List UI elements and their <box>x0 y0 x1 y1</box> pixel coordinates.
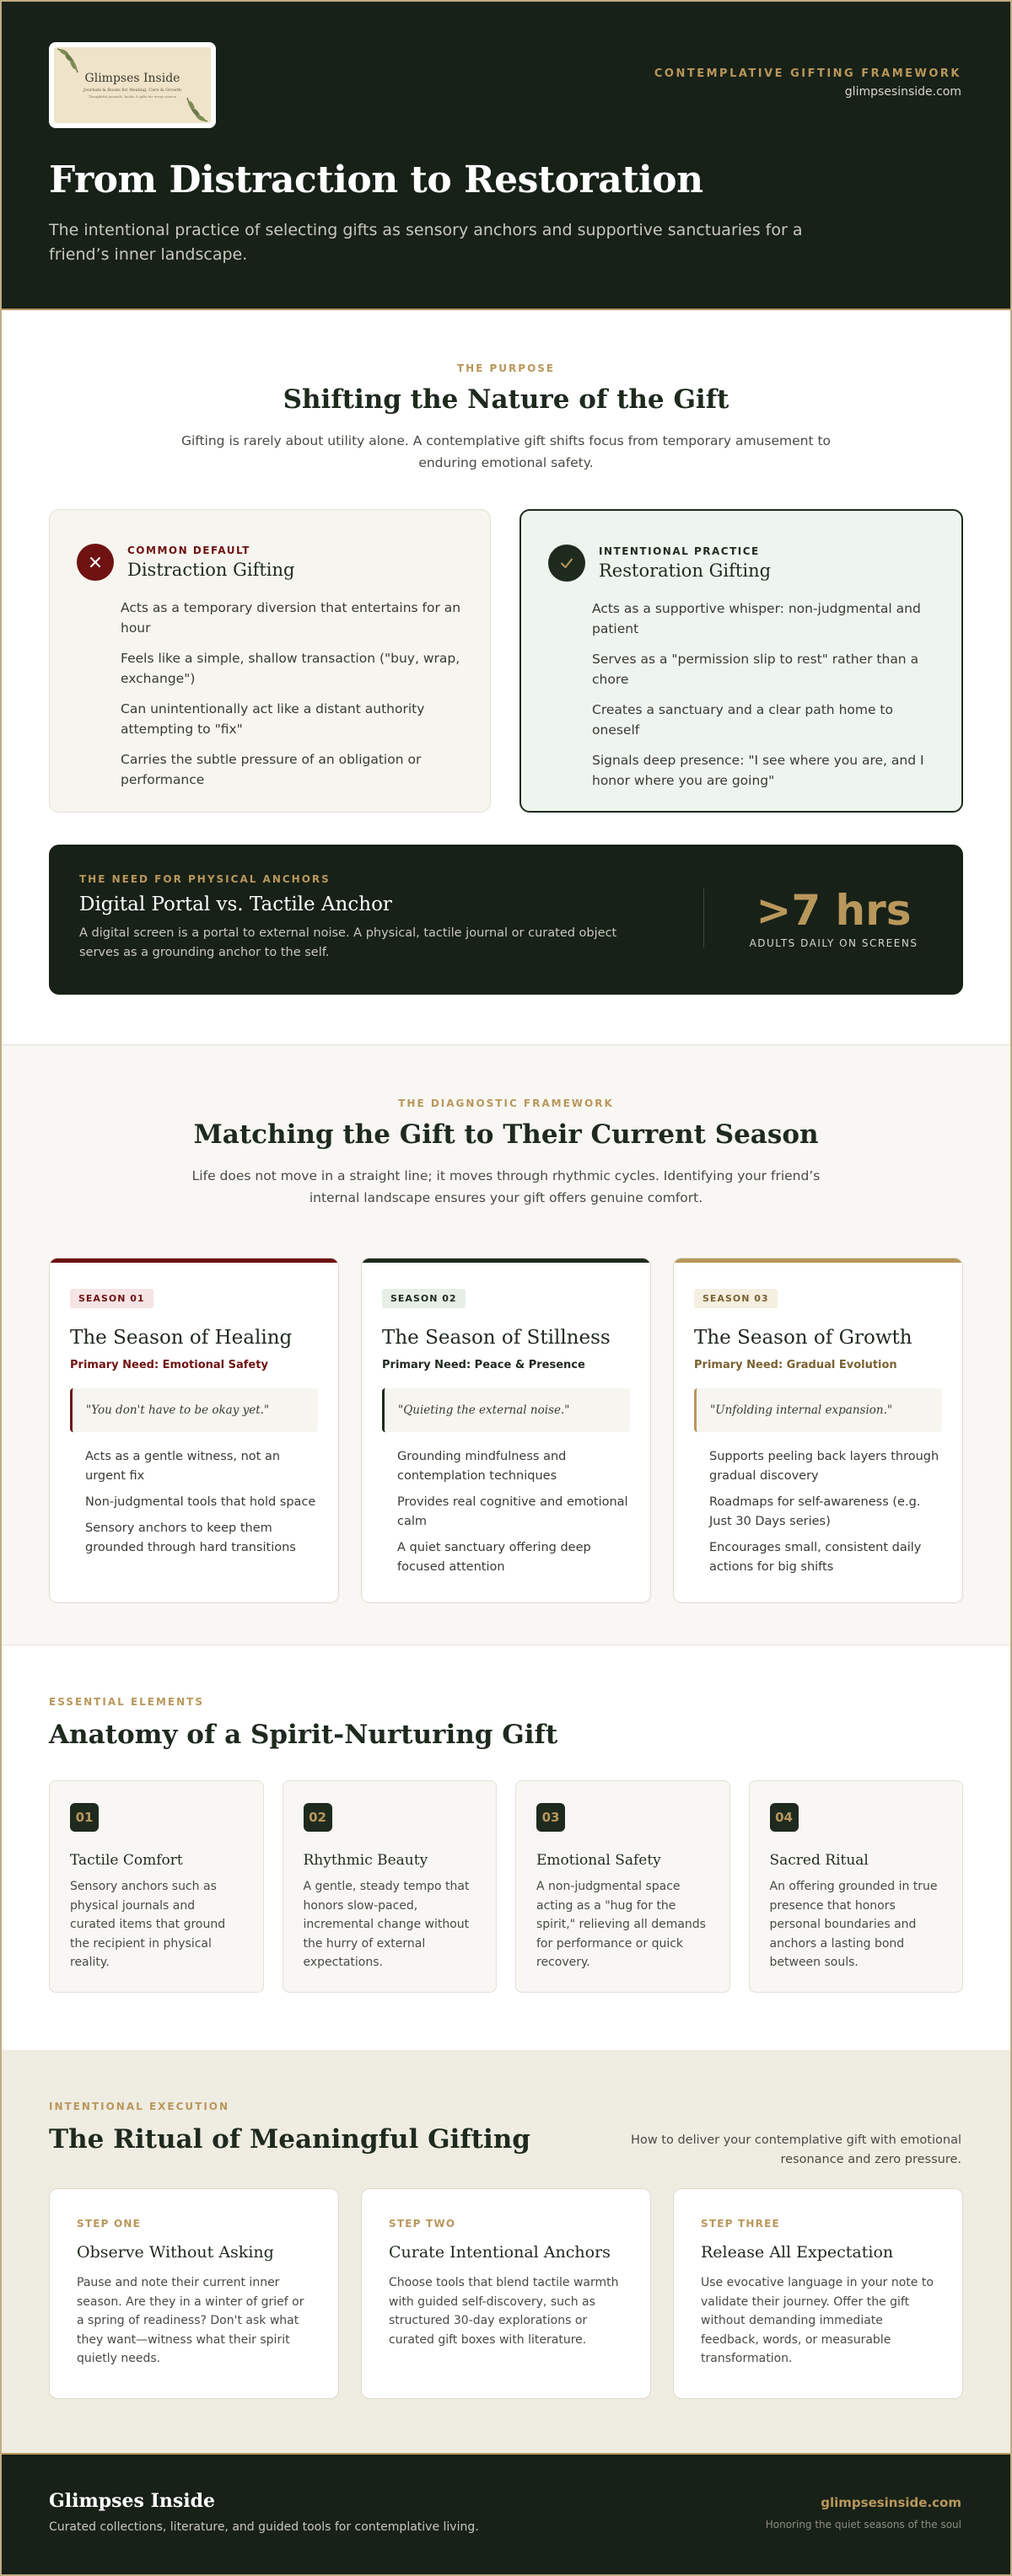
element-description: Sensory anchors such as physical journals and curated items that ground the recipient in physical reality. <box>70 1880 226 1969</box>
element-description: A gentle, steady tempo that honors slow-paced, incremental change without the hurry of external expectations. <box>303 1880 470 1969</box>
card-list <box>77 598 463 790</box>
page-title: From Distraction to Restoration <box>49 158 703 201</box>
banner-title: Digital Portal vs. Tactile Anchor <box>79 894 392 915</box>
element-card <box>749 1780 964 1993</box>
framework-label: CONTEMPLATIVE GIFTING FRAMEWORK <box>654 67 961 80</box>
card-label: COMMON DEFAULT <box>127 545 250 556</box>
footer-note: Honoring the quiet seasons of the soul <box>765 2519 961 2530</box>
section-eyebrow: ESSENTIAL ELEMENTS <box>49 1696 204 1708</box>
element-number: 03 <box>536 1803 565 1832</box>
element-card <box>515 1780 730 1993</box>
screen-time-stat <box>703 888 933 947</box>
element-description: A non-judgmental space acting as a "hug for the spirit," relieving all demands for performance or quick recovery. <box>536 1880 706 1969</box>
logo-title: Glimpses Inside <box>84 72 180 85</box>
element-card <box>283 1780 498 1993</box>
logo-image <box>54 47 211 123</box>
section-description: Gifting is rarely about utility alone. A contemplative gift shifts focus from temporary amusement to enduring emotional safety. <box>180 433 832 470</box>
card-label: INTENTIONAL PRACTICE <box>599 545 760 557</box>
purpose-section <box>2 310 1010 1045</box>
list-item: Acts as a supportive whisper: non-judgmental and patient <box>592 601 921 636</box>
comparison-cards <box>49 509 963 813</box>
list-item: Roadmaps for self-awareness (e.g. Just 30 Days series) <box>709 1495 921 1528</box>
element-title: Rhythmic Beauty <box>303 1852 428 1869</box>
season-badge: SEASON 01 <box>70 1289 153 1308</box>
step-title: Curate Intentional Anchors <box>389 2243 611 2262</box>
step-description: Choose tools that blend tactile warmth with guided self-discovery, such as structured 30-day explorations or curated gift boxes with literature. <box>389 2276 619 2347</box>
list-item: Grounding mindfulness and contemplation techniques <box>397 1450 567 1483</box>
element-card <box>49 1780 264 1993</box>
brand-logo[interactable] <box>49 42 216 128</box>
card-accent-bar <box>362 1258 650 1263</box>
season-card <box>673 1258 963 1603</box>
list-item: Signals deep presence: "I see where you are, and I honor where you are going" <box>592 753 924 788</box>
step-label: STEP TWO <box>389 2218 456 2230</box>
element-title: Tactile Comfort <box>70 1852 183 1869</box>
list-item: Serves as a "permission slip to rest" rather than a chore <box>592 652 919 687</box>
season-card <box>49 1258 339 1603</box>
section-eyebrow: THE PURPOSE <box>456 362 556 374</box>
list-item: Sensory anchors to keep them grounded through hard transitions <box>85 1521 296 1554</box>
season-badge: SEASON 03 <box>694 1289 778 1308</box>
season-title: The Season of Stillness <box>382 1327 611 1349</box>
season-badge: SEASON 02 <box>382 1289 466 1308</box>
section-title: Matching the Gift to Their Current Season <box>193 1119 819 1150</box>
season-cards <box>49 1258 963 1603</box>
season-need: Primary Need: Emotional Safety <box>70 1359 268 1371</box>
season-quote: "Quieting the external noise." <box>382 1388 630 1432</box>
section-description: Life does not move in a straight line; it moves through rhythmic cycles. Identifying your friend’s internal landscape ensures your gift offers genuine comfort. <box>191 1168 821 1205</box>
list-item: Encourages small, consistent daily actions for big shifts <box>709 1541 922 1574</box>
check-icon <box>548 545 585 582</box>
season-quote: "You don't have to be okay yet." <box>70 1388 318 1432</box>
step-label: STEP THREE <box>701 2218 780 2230</box>
list-item: Acts as a temporary diversion that entertains for an hour <box>121 600 461 636</box>
season-need: Primary Need: Gradual Evolution <box>694 1359 897 1371</box>
list-item: Creates a sanctuary and a clear path home to oneself <box>592 702 893 738</box>
restoration-gifting-card <box>519 509 963 813</box>
section-title: Shifting the Nature of the Gift <box>283 384 729 415</box>
section-eyebrow: INTENTIONAL EXECUTION <box>49 2101 230 2112</box>
distraction-gifting-card <box>49 509 491 813</box>
hero-header <box>2 2 1010 310</box>
season-list <box>382 1447 630 1577</box>
season-title: The Season of Healing <box>70 1327 293 1349</box>
list-item: Provides real cognitive and emotional calm <box>397 1495 628 1528</box>
close-icon <box>77 544 114 581</box>
card-accent-bar <box>674 1258 962 1263</box>
banner-description: A digital screen is a portal to external noise. A physical, tactile journal or curated object serves as a grounding anchor to the self. <box>79 926 617 959</box>
stat-value: >7 hrs <box>756 886 912 935</box>
element-number: 02 <box>304 1803 332 1832</box>
element-number: 01 <box>70 1803 99 1832</box>
season-quote: "Unfolding internal expansion." <box>694 1388 942 1432</box>
step-card <box>673 2188 963 2399</box>
season-title: The Season of Growth <box>694 1327 912 1349</box>
list-item: A quiet sanctuary offering deep focused attention <box>397 1541 591 1574</box>
seasons-section <box>2 1045 1010 1645</box>
banner-eyebrow: THE NEED FOR PHYSICAL ANCHORS <box>79 873 331 885</box>
list-item: Acts as a gentle witness, not an urgent fix <box>85 1450 281 1483</box>
leaf-decoration-icon <box>56 47 89 81</box>
list-item: Non-judgmental tools that hold space <box>85 1495 316 1509</box>
leaf-decoration-icon <box>175 89 209 123</box>
physical-anchors-banner <box>49 845 963 995</box>
step-description: Pause and note their current inner season. Are they in a winter of grief or a spring of readiness? Don't ask what they want—witness what their spirit quietly needs. <box>77 2276 304 2365</box>
step-title: Observe Without Asking <box>77 2243 274 2262</box>
list-item: Can unintentionally act like a distant authority attempting to "fix" <box>121 701 425 737</box>
season-card <box>361 1258 651 1603</box>
card-title: Distraction Gifting <box>127 560 295 580</box>
footer-url-link[interactable]: glimpsesinside.com <box>821 2495 961 2510</box>
stat-label: ADULTS DAILY ON SCREENS <box>749 937 918 949</box>
section-title: The Ritual of Meaningful Gifting <box>49 2124 530 2155</box>
list-item: Supports peeling back layers through gradual discovery <box>709 1450 939 1483</box>
logo-tagline: Thoughtful journals, books & gifts for every season <box>88 94 177 99</box>
header-meta <box>654 67 961 99</box>
element-title: Sacred Ritual <box>769 1852 869 1869</box>
season-list <box>694 1447 942 1577</box>
footer-tagline: Curated collections, literature, and guided tools for contemplative living. <box>49 2520 479 2534</box>
card-list <box>548 598 934 791</box>
step-cards <box>49 2188 963 2399</box>
list-item: Carries the subtle pressure of an obligation or performance <box>121 752 422 787</box>
season-need: Primary Need: Peace & Presence <box>382 1359 585 1371</box>
ritual-section <box>2 2050 1010 2455</box>
section-aside: How to deliver your contemplative gift with emotional resonance and zero pressure. <box>631 2133 961 2166</box>
step-title: Release All Expectation <box>701 2243 894 2262</box>
step-card <box>361 2188 651 2399</box>
logo-subtitle: Journals & Books for Healing, Care & Growth <box>83 88 182 93</box>
step-card <box>49 2188 339 2399</box>
page-footer <box>2 2455 1010 2574</box>
card-accent-bar <box>50 1258 338 1263</box>
step-description: Use evocative language in your note to validate their journey. Offer the gift without demanding immediate feedback, words, or measurable transformation. <box>701 2276 934 2365</box>
card-title: Restoration Gifting <box>599 561 772 581</box>
section-title: Anatomy of a Spirit-Nurturing Gift <box>49 1720 558 1750</box>
element-number: 04 <box>770 1803 799 1832</box>
anatomy-section <box>2 1645 1010 2050</box>
element-cards <box>49 1780 963 1993</box>
list-item: Feels like a simple, shallow transaction ("buy, wrap, exchange") <box>121 651 460 686</box>
page-subtitle: The intentional practice of selecting gifts as sensory anchors and supportive sanctuaries for a friend’s inner landscape. <box>49 221 803 264</box>
site-url-link[interactable]: glimpsesinside.com <box>844 85 961 99</box>
season-list <box>70 1447 318 1558</box>
step-label: STEP ONE <box>77 2218 142 2230</box>
element-description: An offering grounded in true presence that honors personal boundaries and anchors a lasting bond between souls. <box>769 1880 938 1969</box>
footer-brand: Glimpses Inside <box>49 2490 216 2512</box>
section-eyebrow: THE DIAGNOSTIC FRAMEWORK <box>398 1097 614 1109</box>
element-title: Emotional Safety <box>536 1852 661 1869</box>
